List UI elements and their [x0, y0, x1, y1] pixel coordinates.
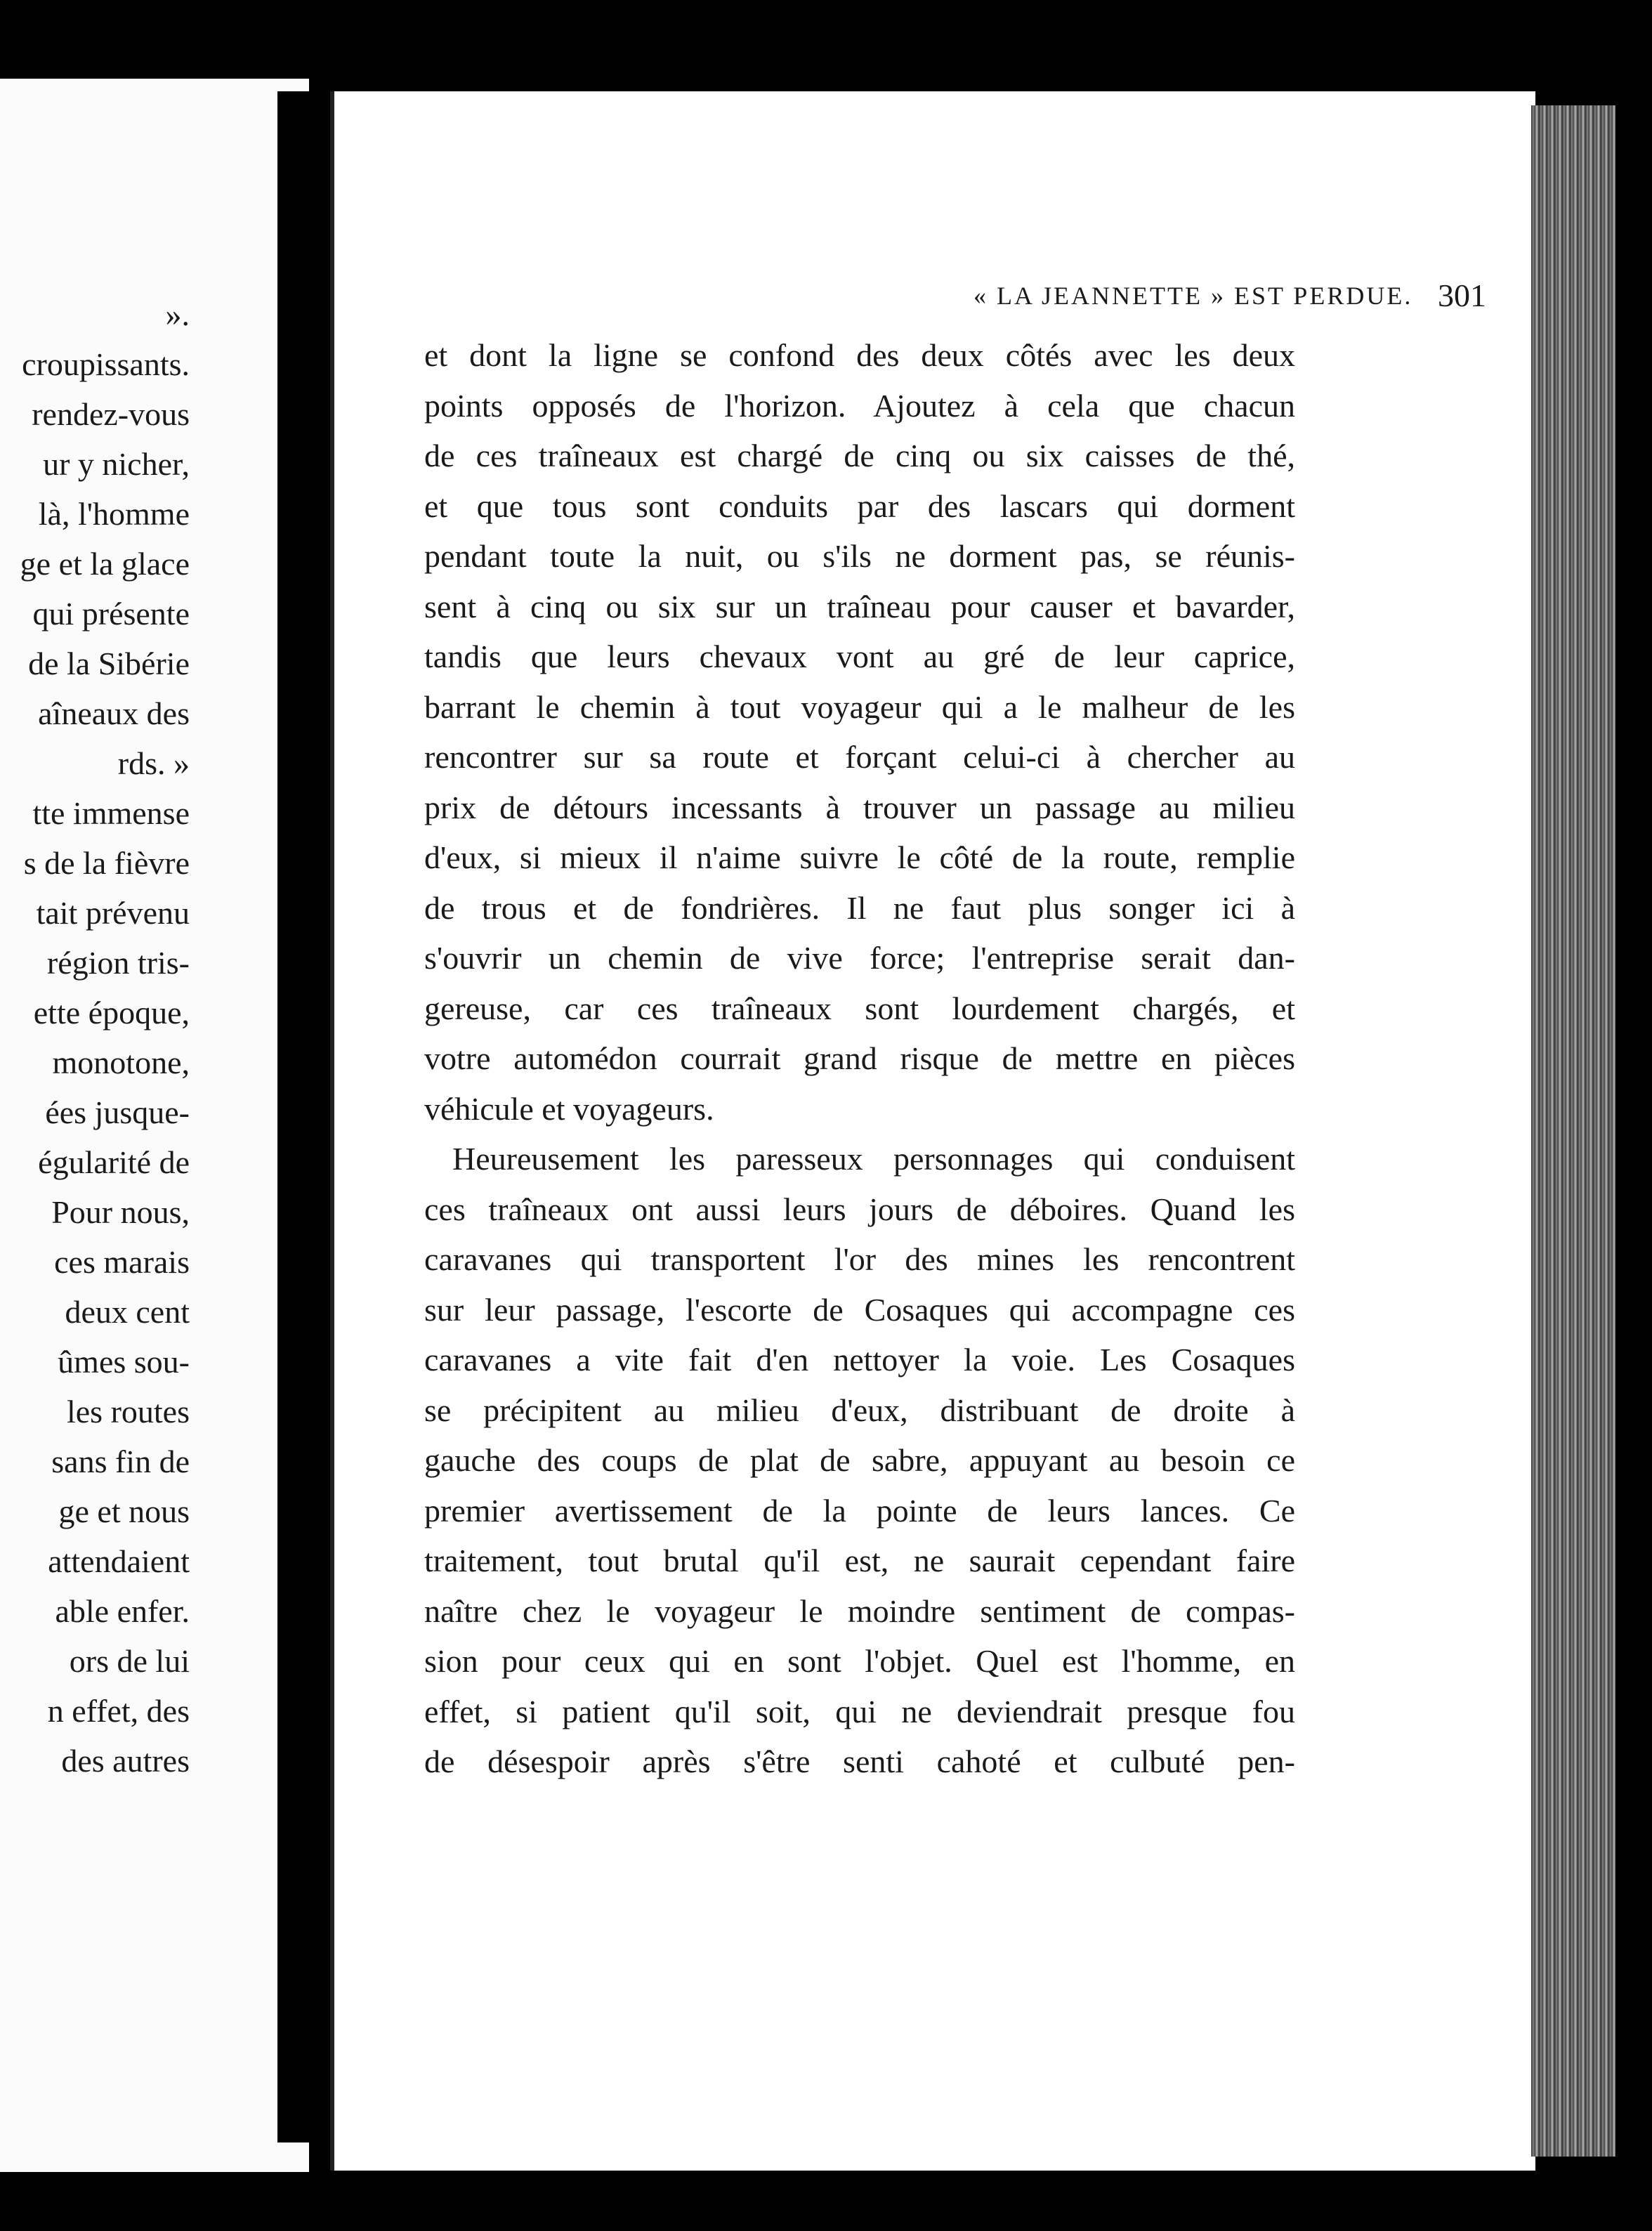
text-line: barrant le chemin à tout voyageur qui a le malheur de les: [424, 688, 1295, 725]
left-line: rds. »: [117, 745, 190, 781]
text-line: naître chez le voyageur le moindre sentiment de compas-: [424, 1592, 1295, 1629]
left-line: les routes: [66, 1394, 190, 1429]
text-line: votre automédon courrait grand risque de mettre en pièces: [424, 1040, 1295, 1076]
running-title: « LA JEANNETTE » EST PERDUE.: [973, 282, 1413, 310]
page-number: 301: [1438, 277, 1486, 313]
text-line: caravanes qui transportent l'or des mines les rencontrent: [424, 1241, 1295, 1277]
left-line: qui présente: [32, 596, 190, 632]
left-line: Pour nous,: [51, 1194, 190, 1230]
left-line: ûmes sou-: [58, 1344, 190, 1380]
left-line: attendaient: [48, 1543, 190, 1579]
text-line: de désespoir après s'être senti cahoté et culbuté pen-: [424, 1743, 1295, 1779]
left-line: égularité de: [38, 1144, 190, 1180]
left-line: aîneaux des: [38, 695, 190, 731]
left-line: ors de lui: [69, 1643, 190, 1679]
right-page: [330, 91, 1535, 2171]
text-line: de trous et de fondrières. Il ne faut plus songer ici à: [424, 889, 1295, 926]
left-page-text: [0, 289, 190, 1786]
text-line: sur leur passage, l'escorte de Cosaques qui accompagne ces: [424, 1291, 1295, 1328]
left-line: able enfer.: [55, 1593, 190, 1629]
text-line: tandis que leurs chevaux vont au gré de leur caprice,: [424, 639, 1295, 674]
left-line: tait prévenu: [36, 895, 190, 931]
text-line: sent à cinq ou six sur un traîneau pour causer et bavarder,: [424, 588, 1295, 624]
left-line: de la Sibérie: [28, 646, 190, 681]
text-line: effet, si patient qu'il soit, qui ne deviendrait presque fou: [424, 1693, 1295, 1729]
page-body-text: [424, 330, 1295, 1787]
text-line: véhicule et voyageurs.: [424, 1090, 714, 1127]
text-line: gauche des coups de plat de sabre, appuyant au besoin ce: [424, 1442, 1295, 1478]
text-line: gereuse, car ces traîneaux sont lourdement chargés, et: [424, 990, 1295, 1026]
text-line: et dont la ligne se confond des deux côtés avec les deux: [424, 337, 1295, 373]
left-line: tte immense: [32, 795, 190, 831]
left-line: ».: [165, 296, 190, 332]
left-line: rendez-vous: [32, 396, 190, 432]
left-line: ur y nicher,: [43, 446, 190, 482]
text-line: de ces traîneaux est chargé de cinq ou six caisses de thé,: [424, 438, 1295, 473]
text-line: premier avertissement de la pointe de leurs lances. Ce: [424, 1492, 1295, 1529]
text-line: pendant toute la nuit, ou s'ils ne dorment pas, se réunis-: [424, 538, 1295, 574]
left-line: des autres: [61, 1743, 190, 1779]
text-line: et que tous sont conduits par des lascars qui dorment: [424, 488, 1295, 524]
left-line: deux cent: [65, 1294, 190, 1330]
left-line: ées jusque-: [45, 1094, 190, 1130]
left-line: croupissants.: [22, 346, 190, 382]
left-line: monotone,: [52, 1045, 190, 1080]
left-line: là, l'homme: [38, 496, 190, 532]
text-line: se précipitent au milieu d'eux, distribuant de droite à: [424, 1392, 1295, 1428]
left-line: ces marais: [54, 1244, 190, 1280]
left-line: s de la fièvre: [23, 845, 190, 881]
left-line: n effet, des: [47, 1693, 190, 1729]
book-gutter: [277, 91, 330, 2142]
left-line: sans fin de: [51, 1444, 190, 1479]
text-line: Heureusement les paresseux personnages qui conduisent: [452, 1141, 1295, 1177]
text-line: d'eux, si mieux il n'aime suivre le côté de la route, remplie: [424, 839, 1295, 875]
text-line: rencontrer sur sa route et forçant celui-ci à chercher au: [424, 739, 1295, 775]
left-line: ge et nous: [58, 1493, 190, 1529]
text-line: caravanes a vite fait d'en nettoyer la voie. Les Cosaques: [424, 1342, 1295, 1378]
book-page-edges: [1531, 105, 1615, 2157]
left-line: ette époque,: [33, 995, 190, 1031]
text-line: sion pour ceux qui en sont l'objet. Quel est l'homme, en: [424, 1643, 1295, 1679]
text-line: traitement, tout brutal qu'il est, ne saurait cependant faire: [424, 1543, 1295, 1578]
text-line: s'ouvrir un chemin de vive force; l'entreprise serait dan-: [424, 940, 1295, 976]
left-facing-page: [0, 79, 309, 2172]
left-line: ge et la glace: [20, 546, 190, 582]
running-head: [531, 277, 1486, 323]
left-line: région tris-: [46, 945, 190, 981]
text-line: ces traîneaux ont aussi leurs jours de déboires. Quand les: [424, 1191, 1295, 1227]
text-line: points opposés de l'horizon. Ajoutez à cela que chacun: [424, 387, 1295, 424]
text-line: prix de détours incessants à trouver un passage au milieu: [424, 789, 1295, 825]
